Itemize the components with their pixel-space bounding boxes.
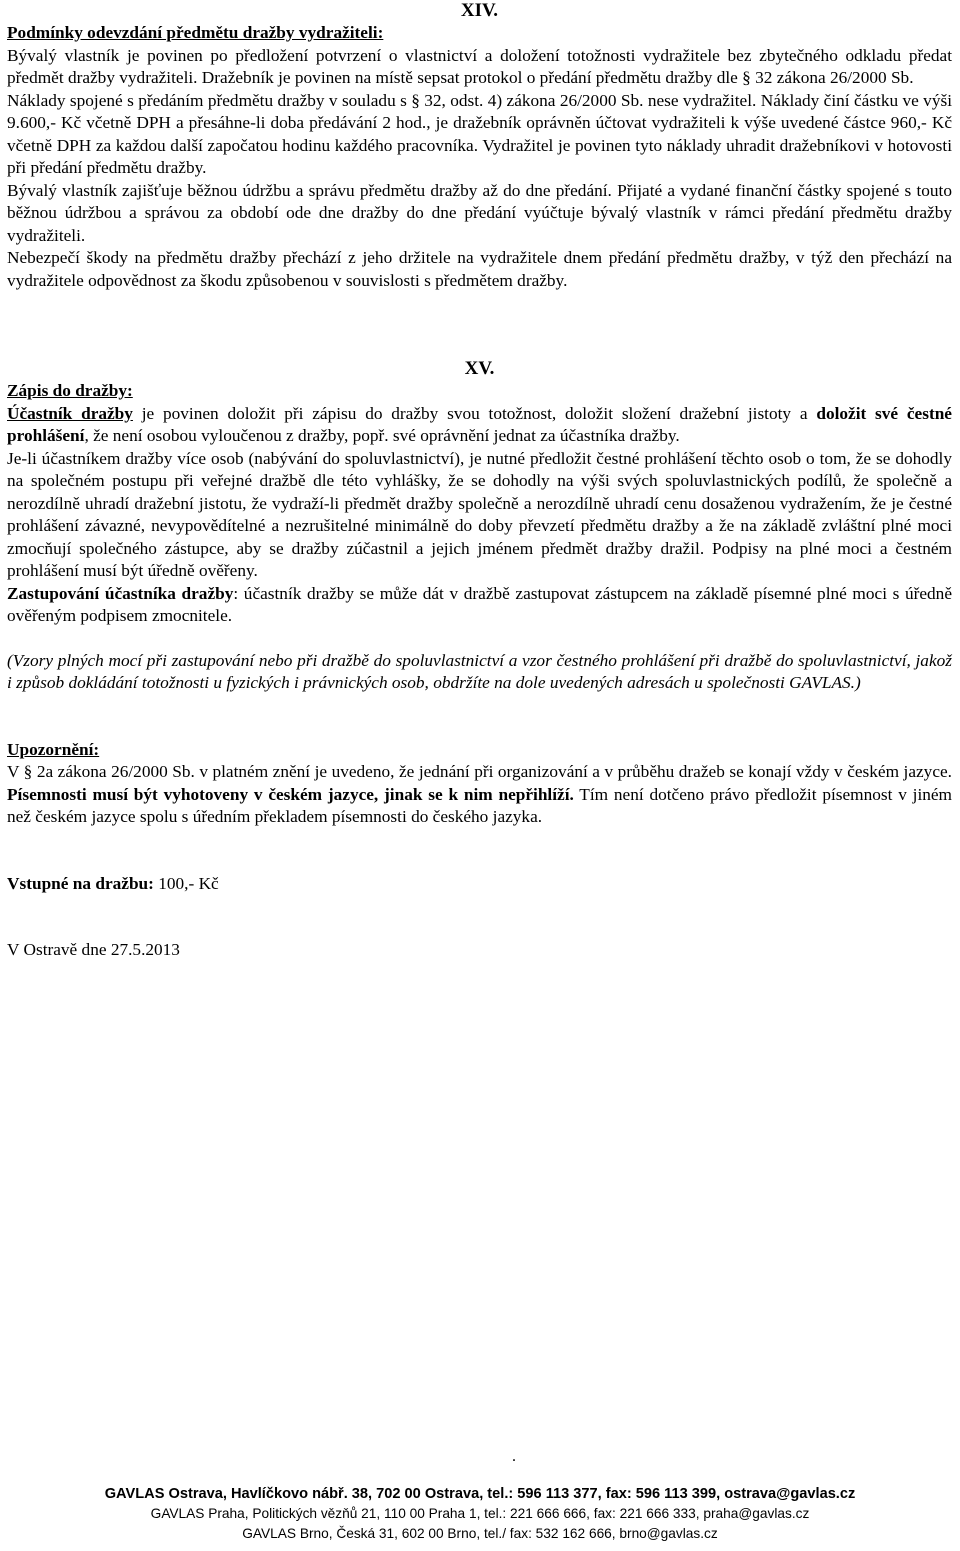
notice-text-b: Tím není dotčeno právo předložit písemnost v jiném než českém jazyce spolu s úředním překladem písemnosti do českého jazyka. <box>7 784 952 826</box>
section-xiv-paragraph-1a: Bývalý vlastník je povinen po předložení potvrzení o vlastnictví a doložení totožnosti vydražitele bez zbytečného odkladu předat předmět dražby vydražiteli. Dražebník je povinen na místě sepsat protokol o předání předmětu dražby dle § 32 zákona 26/2000 Sb. <box>7 45 952 87</box>
notice-heading: Upozornění: <box>7 739 100 759</box>
notice-paragraph <box>7 761 952 829</box>
section-xv-heading: Zápis do dražby: <box>7 381 133 400</box>
section-xiv-paragraph-2: Bývalý vlastník zajišťuje běžnou údržbu a správu předmětu dražby až do dne předání. Přijaté a vydané finanční částky spojené s touto běžnou údržbou a správou za období ode dne dražby do dne předání vyúčtuje bývalý vlastník v rámci předání předmětu dražby vydražiteli. <box>7 180 952 245</box>
section-xiv-heading: Podmínky odevzdání předmětu dražby vydražiteli: <box>7 23 384 42</box>
section-xv-number: XV. <box>464 358 495 379</box>
footer <box>0 1484 960 1544</box>
section-xv-paragraph-3-text: : účastník dražby se může dát v dražbě zastupovat zástupcem na základě písemné plné moci s úředně ověřeným podpisem zmocnitele. <box>7 583 952 625</box>
date-line: V Ostravě dne 27.5.2013 <box>7 940 180 959</box>
entry-fee-label: Vstupné na dražbu: <box>7 873 154 893</box>
templates-note: (Vzory plných mocí při zastupování nebo při dražbě do spoluvlastnictví a vzor čestného prohlášení při dražbě do spoluvlastnictví, jakož i způsob dokládání totožnosti u fyzických i právnických osob, obdržíte na dole uvedených adresách u společnosti GAVLAS.) <box>7 650 952 692</box>
declaration-term: doložit své čestné prohlášení <box>7 403 952 445</box>
section-xv-paragraph-3 <box>7 583 952 628</box>
representation-term: Zastupování účastníka dražby <box>7 583 234 603</box>
section-xiv-paragraph-3: Nebezpečí škody na předmětu dražby přechází z jeho držitele na vydražitele dnem předání předmětu dražby, v týž den přechází na vydražitele odpovědnost za škodu způsobenou v souvislosti s předmětem dražby. <box>7 248 952 290</box>
footer-brno: GAVLAS Brno, Česká 31, 602 00 Brno, tel./ fax: 532 162 666, brno@gavlas.cz <box>242 1526 718 1541</box>
stray-dot: . <box>512 1448 516 1465</box>
section-xv-paragraph-1 <box>7 403 952 448</box>
section-xv-paragraph-2: Je-li účastníkem dražby více osob (nabývání do spoluvlastnictví), je nutné předložit čestné prohlášení těchto osob o tom, že se dohodly na společném postupu při veřejné dražbě dle této vyhlášky, že se dohodly na výši svých spoluvlastnických podílů, že společně a nerozdílně uhradí dražební jistotu, že vydraží-li předmět dražby společně a nerozdílně uhradí cenu dosaženou vydražením, že je čestné prohlášení závazné, nevypovědítelné a nezrušitelné minimálně do doby převzetí předmětu dražby a že na základě zvláštní plné moci zmocňují společného zástupce, aby se dražby zúčastnil a jejich jménem předmět dražby dražil. Podpisy na plné moci a čestném prohlášení musí být úředně ověřeny. <box>7 448 952 580</box>
entry-fee-value: 100,- Kč <box>153 873 219 893</box>
section-xv-paragraph-1-text-a: je povinen doložit při zápisu do dražby svou totožnost, doložit složení dražební jistoty a <box>132 403 817 423</box>
section-xiv-number: XIV. <box>460 0 499 21</box>
entry-fee <box>7 873 952 896</box>
notice-bold: Písemnosti musí být vyhotoveny v českém jazyce, jinak se k nim nepřihlíží. <box>7 784 574 804</box>
participant-term: Účastník dražby <box>7 403 133 423</box>
notice-text-a: V § 2a zákona 26/2000 Sb. v platném znění je uvedeno, že jednání při organizování a v průběhu dražeb se konají vždy v českém jazyce. <box>7 762 952 781</box>
footer-ostrava: GAVLAS Ostrava, Havlíčkovo nábř. 38, 702 00 Ostrava, tel.: 596 113 377, fax: 596 113 399, ostrava@gavlas.cz <box>104 1486 856 1502</box>
document-body <box>7 0 952 962</box>
footer-praha: GAVLAS Praha, Politických vězňů 21, 110 00 Praha 1, tel.: 221 666 666, fax: 221 666 333, praha@gavlas.cz <box>150 1506 810 1521</box>
section-xiv-paragraph-1b: Náklady spojené s předáním předmětu dražby v souladu s § 32, odst. 4) zákona 26/2000 Sb. nese vydražitel. Náklady činí částku ve výši 9.600,- Kč včetně DPH a přesáhne-li doba předávání 2 hod., je dražebník oprávněn účtovat vydražiteli k výše uvedené částce 960,- Kč včetně DPH za každou další započatou hodinu každého pracovníka. Vydražitel je povinen tyto náklady uhradit dražebníkovi v hotovosti při předání předmětu dražby. <box>7 90 952 177</box>
section-xv-paragraph-1-text-b: , že není osobou vyloučenou z dražby, popř. své oprávnění jednat za účastníka dražby. <box>84 426 680 445</box>
